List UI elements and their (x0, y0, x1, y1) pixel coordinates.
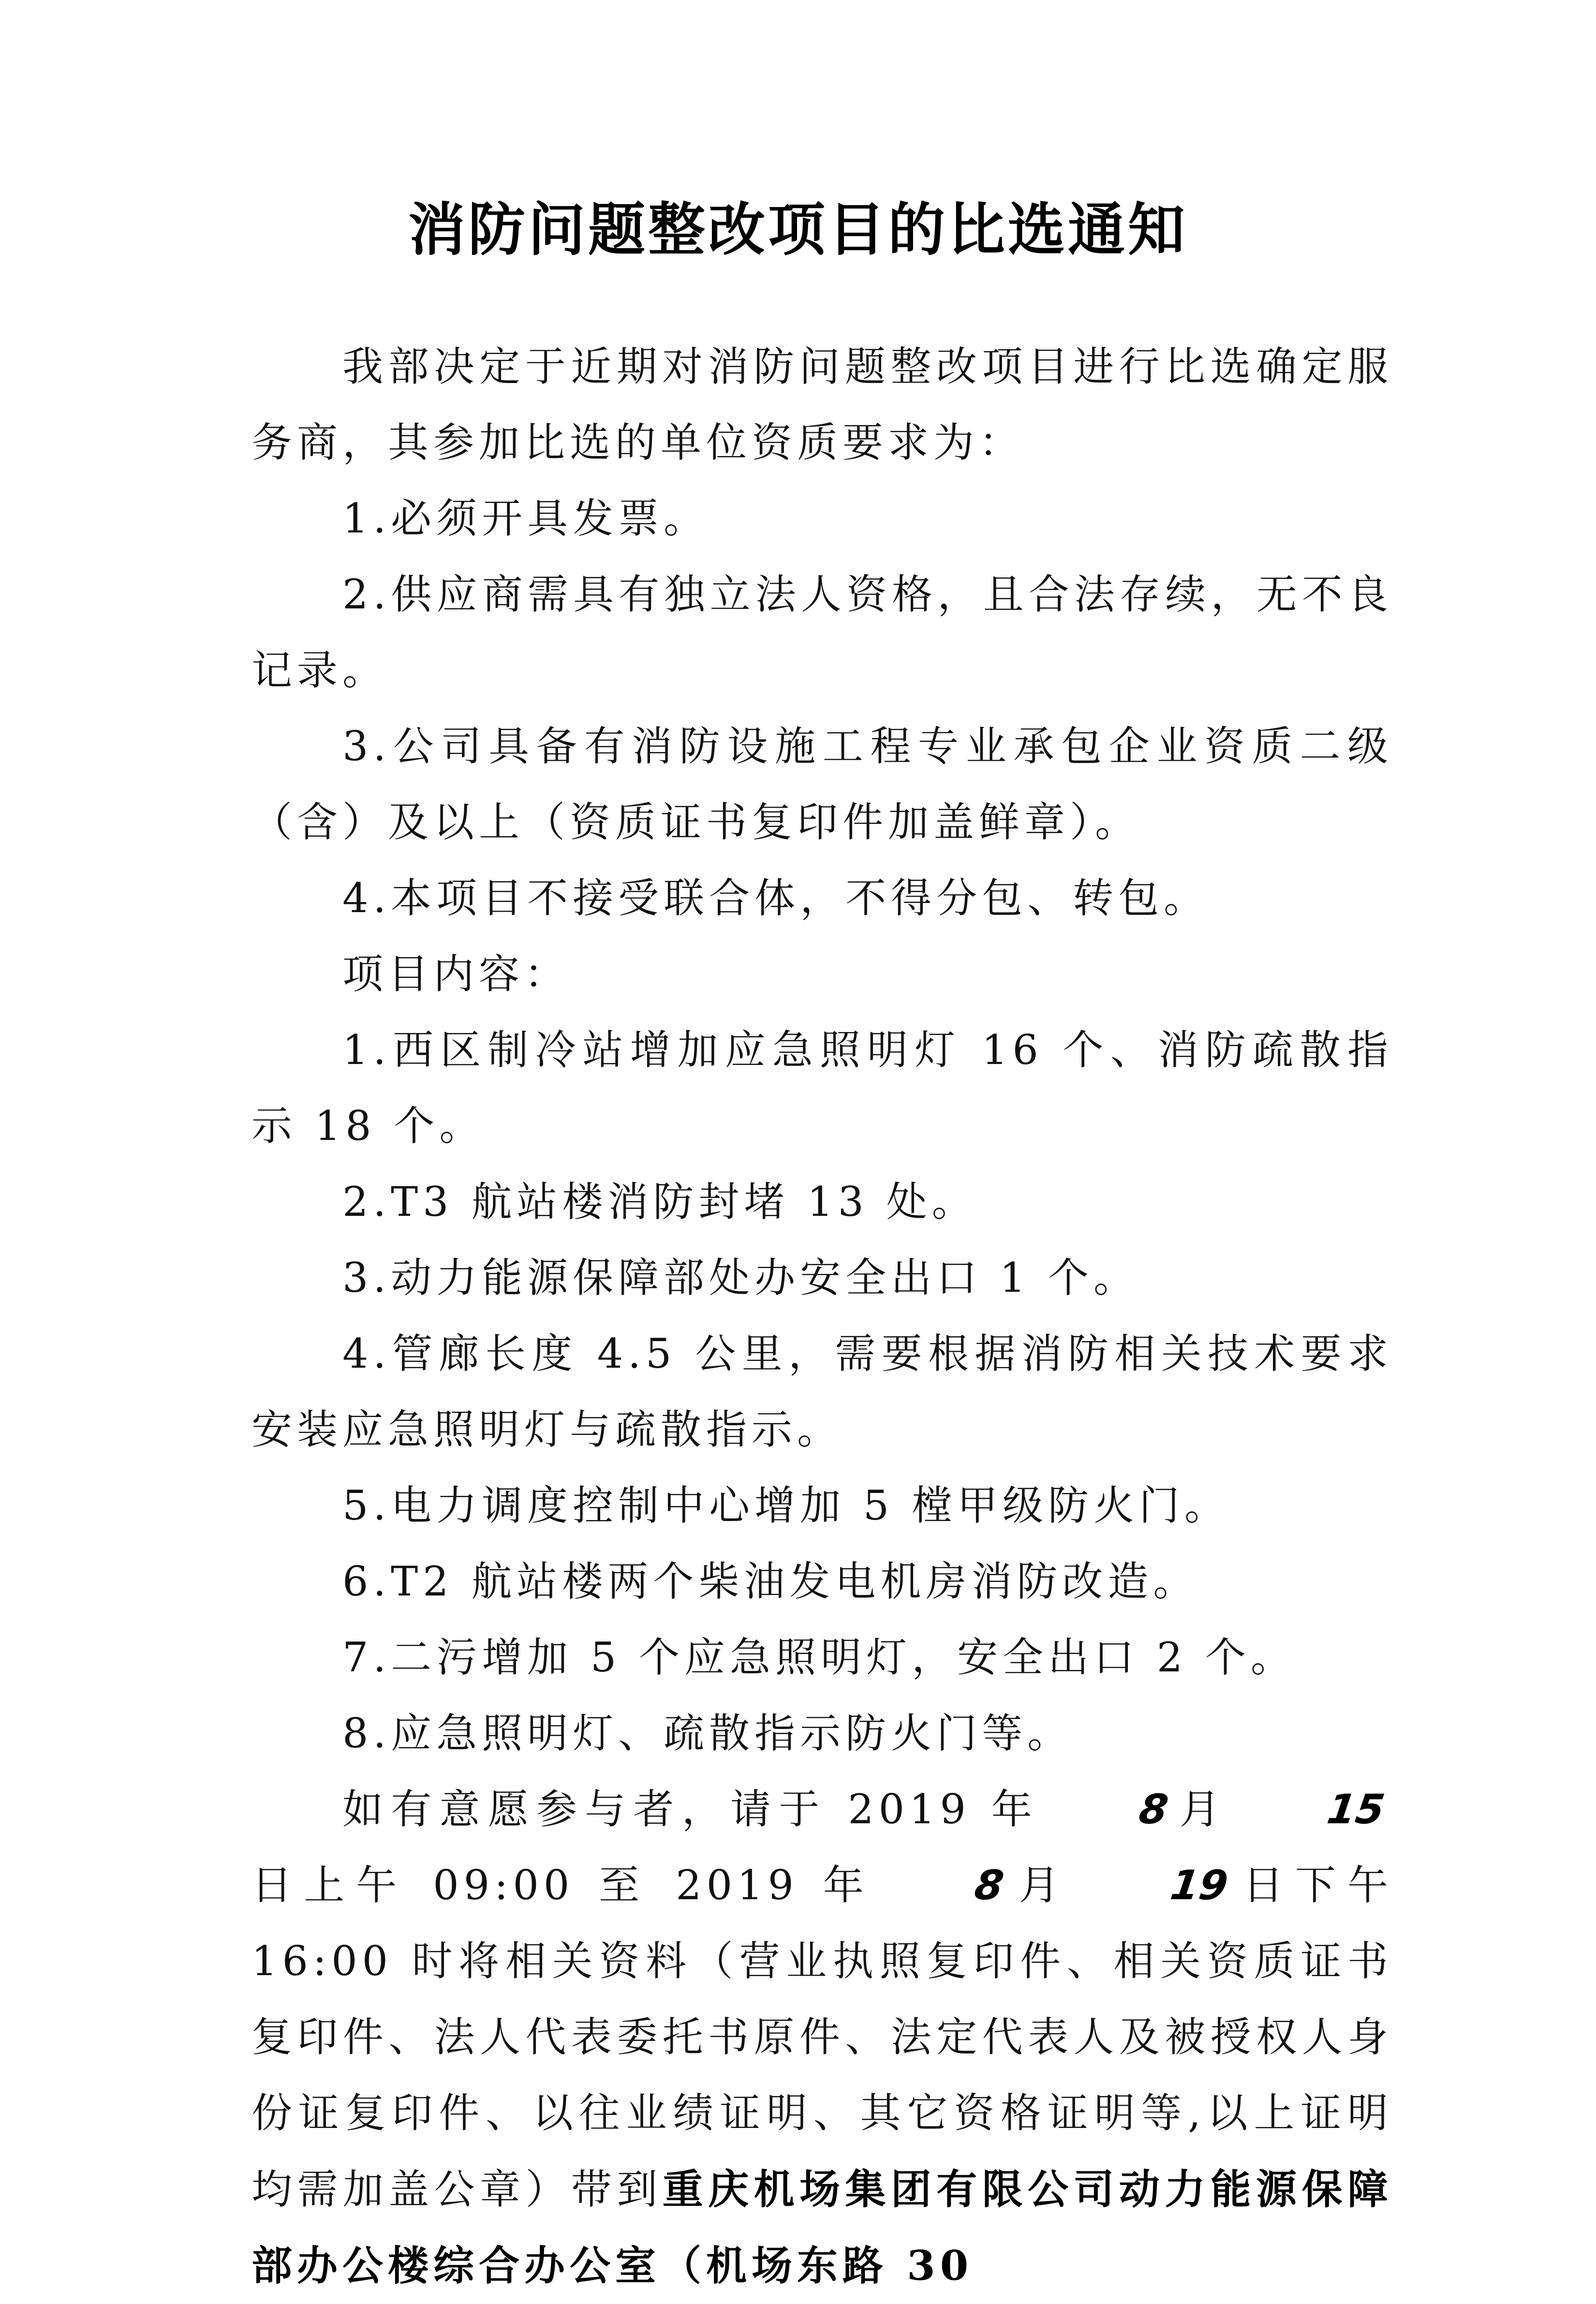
closing-text-5: 日下午 16:00 时将相关资料（营业执照复印件、相关资质证书复印件、法人代表委托书原件、法定代表人及被授权人身份证复印件、以往业绩证明、其它资格证明等,以上证明均需加盖公章）带到 (251, 1861, 1393, 2213)
content-item: 2.T3 航站楼消防封堵 13 处。 (342, 1178, 977, 1226)
content-item: 4.管廊长度 4.5 公里，需要根据消防相关技术要求安装应急照明灯与疏散指示。 (251, 1330, 1393, 1453)
handwritten-end-day: 19 (1167, 1861, 1231, 1909)
requirement-item: 4.本项目不接受联合体，不得分包、转包。 (342, 874, 1210, 922)
handwritten-start-day: 15 (1324, 1786, 1388, 1833)
document-title: 消防问题整改项目的比选通知 (408, 196, 1188, 263)
closing-text-4: 月 (1012, 1861, 1071, 1909)
requirement-item: 1.必须开具发票。 (342, 495, 709, 542)
closing-text-3: 日上午 09:00 至 2019 年 (251, 1861, 875, 1909)
requirement-item: 3.公司具备有消防设施工程专业承包企业资质二级（含）及以上（资质证书复印件加盖鲜章）。 (251, 723, 1393, 846)
requirement-item: 2.供应商需具有独立法人资格，且合法存续，无不良记录。 (251, 571, 1393, 694)
content-item: 3.动力能源保障部处办安全出口 1 个。 (342, 1254, 1139, 1301)
handwritten-start-month: 8 (1136, 1786, 1171, 1833)
content-item: 5.电力调度控制中心增加 5 樘甲级防火门。 (342, 1482, 1230, 1529)
content-item: 8.应急照明灯、疏散指示防火门等。 (342, 1710, 1073, 1757)
content-item: 6.T2 航站楼两个柴油发电机房消防改造。 (342, 1558, 1199, 1605)
closing-text-1: 如有意愿参与者，请于 2019 年 (342, 1786, 1040, 1833)
intro-paragraph: 我部决定于近期对消防问题整改项目进行比选确定服务商，其参加比选的单位资质要求为： (251, 343, 1393, 466)
closing-address-bold: 重庆机场集团有限公司动力能源保障部办公楼综合办公室（机场东路 30 (251, 2165, 1393, 2289)
closing-text-2: 月 (1176, 1786, 1228, 1833)
closing-paragraph (251, 1772, 1393, 2304)
content-item: 1.西区制冷站增加应急照明灯 16 个、消防疏散指示 18 个。 (251, 1026, 1393, 1150)
document-body (251, 329, 1393, 2304)
content-heading: 项目内容： (342, 950, 570, 998)
content-item: 7.二污增加 5 个应急照明灯，安全出口 2 个。 (342, 1634, 1296, 1681)
handwritten-end-month: 8 (972, 1861, 1007, 1909)
